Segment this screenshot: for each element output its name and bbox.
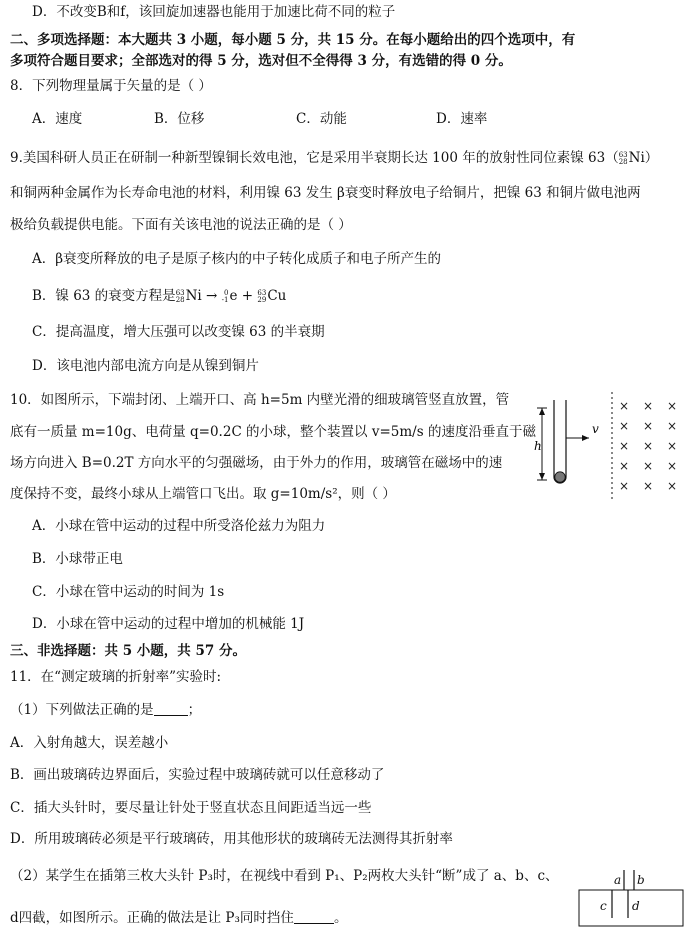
q10-line1: 10．如图所示，下端封闭、上端开口、高 h=5m 内壁光滑的细玻璃管竖直放置，管 (10, 392, 510, 408)
q10-figure (534, 390, 689, 505)
field-cross: × (667, 399, 678, 413)
q9-line3: 极给负载提供电能。下面有关该电池的说法正确的是（ ） (10, 217, 352, 233)
field-cross: × (619, 479, 630, 493)
plus-sign: + (237, 288, 258, 304)
q8-option-b: B．位移 (154, 111, 205, 127)
field-cross: × (619, 459, 630, 473)
label-c: c (600, 899, 607, 913)
e-mass-number: 0 (224, 288, 229, 297)
q9-option-c: C．提高温度，增大压强可以改变镍 63 的半衰期 (32, 324, 325, 340)
field-cross: × (643, 399, 654, 413)
q11-stem: 11．在“测定玻璃的折射率”实验时: (10, 669, 222, 685)
velocity-arrowhead (582, 435, 589, 441)
label-b: b (637, 873, 645, 887)
field-cross: × (643, 439, 654, 453)
q9-line1-close: ） (644, 150, 659, 166)
ni-atomic-number: 28 (175, 295, 185, 304)
q10-option-c: C．小球在管中运动的时间为 1s (32, 584, 225, 600)
glass-brick (579, 890, 683, 926)
q10-line3: 场方向进入 B=0.2T 方向水平的匀强磁场，由于外力的作用，玻璃管在磁场中的速 (10, 455, 503, 471)
section2-heading-line2: 多项符合题目要求；全部选对的得 5 分，选对但不全得得 3 分，有选错的得 0 分。 (10, 53, 512, 69)
glass-tube (554, 400, 566, 483)
section2-heading-line1: 二、多项选择题：本大题共 3 小题，每小题 5 分，共 15 分。在每小题给出的四个选项中，有 (10, 32, 576, 48)
answer-blank (294, 909, 334, 924)
field-cross: × (619, 399, 630, 413)
small-ball (555, 472, 565, 482)
section3-heading: 三、非选择题：共 5 小题，共 57 分。 (10, 643, 246, 659)
q11-option-b: B．画出玻璃砖边界面后，实验过程中玻璃砖就可以任意移动了 (10, 767, 385, 783)
q9-option-d: D．该电池内部电流方向是从镍到铜片 (32, 358, 259, 374)
cu-indices (257, 290, 266, 304)
field-cross: × (667, 459, 678, 473)
q11-option-d: D．所用玻璃砖必须是平行玻璃砖，用其他形状的玻璃砖无法测得其折射率 (10, 831, 453, 847)
q9-nuclide-indices (619, 152, 628, 166)
q10-line4: 度保持不变，最终小球从上端管口飞出。取 g=10m/s²，则（ ） (10, 486, 396, 502)
q9-option-a: A．β衰变所释放的电子是原子核内的中子转化成质子和电子所产生的 (32, 251, 442, 267)
field-cross: × (643, 459, 654, 473)
q10-option-d: D．小球在管中运动的过程中增加的机械能 1J (32, 616, 305, 632)
q11-option-c: C．插大头针时，要尽量让针处于竖直状态且间距适当远一些 (10, 800, 372, 816)
q9-option-b-text: B．镍 63 的衰变方程是 (32, 288, 176, 304)
field-cross: × (667, 419, 678, 433)
q11-part2-text: d四截，如图所示。正确的做法是让 P₃同时挡住 (10, 910, 294, 926)
q11-part1-text: （1）下列做法正确的是 (10, 702, 154, 718)
field-cross: × (619, 419, 630, 433)
answer-blank (154, 701, 188, 716)
q10-option-a: A．小球在管中运动的过程中所受洛伦兹力为阻力 (32, 518, 326, 534)
velocity-label: v (592, 422, 599, 436)
q11-part1 (10, 700, 201, 720)
q11-part1-end: ； (187, 702, 202, 718)
q11-part2-end: 。 (333, 910, 348, 926)
nuclide-atomic-number: 28 (618, 157, 628, 166)
nuclide-symbol: Ni (628, 150, 645, 166)
q8-options (32, 109, 487, 129)
q9-line2: 和铜两种金属作为长寿命电池的材料，利用镍 63 发生 β衰变时释放电子给铜片，把镍 63 和铜片做电池两 (10, 185, 641, 201)
field-cross: × (667, 439, 678, 453)
cu-mass-number: 63 (257, 288, 267, 297)
q11-option-a: A．入射角越大，误差越小 (10, 735, 169, 751)
cu-symbol: Cu (267, 288, 287, 304)
magnetic-field-crosses (619, 399, 677, 493)
q11-part2-line2 (10, 908, 347, 928)
ni-mass-number: 63 (175, 288, 185, 297)
q7-option-d: D．不改变B和f，该回旋加速器也能用于加速比荷不同的粒子 (32, 4, 396, 20)
label-a: a (614, 873, 622, 887)
q9-line1-text: 9.美国科研人员正在研制一种新型镍铜长效电池，它是采用半衰期长达 100 年的放射性同位素镍 63（ (10, 150, 619, 166)
q10-option-b: B．小球带正电 (32, 551, 123, 567)
ni-symbol: Ni (185, 288, 202, 304)
q8-stem: 8．下列物理量属于矢量的是（ ） (10, 78, 212, 94)
field-cross: × (643, 419, 654, 433)
e-symbol: e (229, 288, 238, 304)
reaction-arrow: → (201, 288, 222, 304)
ni-indices (176, 290, 185, 304)
q10-line2: 底有一质量 m=10g、电荷量 q=0.2C 的小球，整个装置以 v=5m/s 的速度沿垂直于磁 (10, 424, 536, 440)
height-arrow-up (539, 408, 545, 415)
field-cross: × (619, 439, 630, 453)
nuclide-mass-number: 63 (618, 150, 628, 159)
q8-option-c: C．动能 (296, 111, 347, 127)
q8-option-d: D．速率 (436, 111, 488, 127)
height-arrow-down (539, 473, 545, 480)
e-charge-number: -1 (221, 295, 229, 304)
q9-line1 (10, 148, 658, 168)
q9-option-b (32, 286, 286, 306)
height-label: h (534, 439, 542, 453)
q11-part2-line1: （2）某学生在插第三枚大头针 P₃时，在视线中看到 P₁、P₂两枚大头针“断”成了 a、b、c、 (10, 868, 559, 884)
e-indices (222, 290, 229, 304)
q11-figure (576, 864, 686, 932)
field-cross: × (667, 479, 678, 493)
label-d: d (632, 899, 640, 913)
field-cross: × (643, 479, 654, 493)
cu-atomic-number: 29 (257, 295, 267, 304)
q8-option-a: A．速度 (32, 111, 83, 127)
